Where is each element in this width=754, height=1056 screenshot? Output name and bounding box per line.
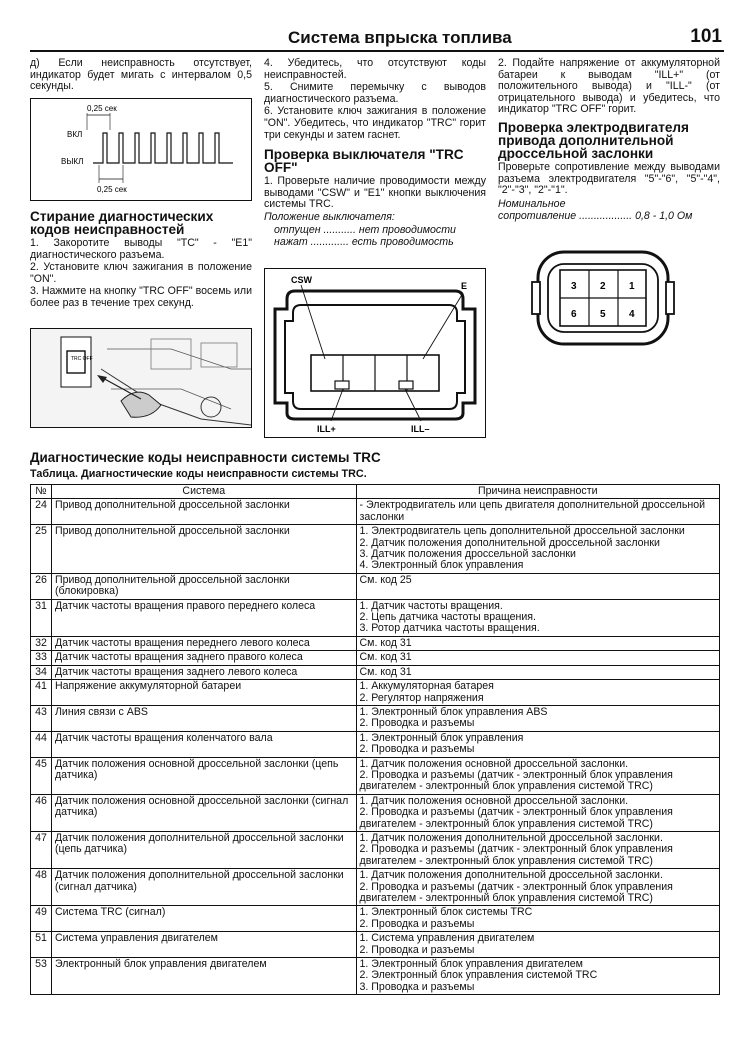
- cell-cause: [356, 665, 719, 679]
- cause-line: 1. Датчик частоты вращения.: [359, 599, 503, 612]
- switch-connector-drawing: [265, 269, 485, 437]
- cell-code: 43: [31, 705, 52, 731]
- table-body: [31, 499, 720, 995]
- table-row: [31, 499, 720, 525]
- cell-system: Датчик частоты вращения коленчатого вала: [51, 731, 356, 757]
- cell-code: 33: [31, 651, 52, 665]
- position-released: отпущен ........... нет проводимости: [274, 223, 456, 236]
- resistance-value: 0,8 - 1,0 Ом: [635, 210, 693, 223]
- erase-step-3: 3. Нажмите на кнопку "TRC OFF" восемь или более раз в течение трех секунд.: [30, 285, 252, 309]
- cell-cause: [356, 525, 719, 574]
- diagram-top-label: 0,25 сек: [87, 104, 117, 113]
- cause-line: 1. Датчик положения дополнительной дроссельной заслонки.: [359, 831, 663, 844]
- cause-line: 3. Датчик положения дроссельной заслонки: [359, 548, 576, 561]
- cause-line: 2. Проводка и разъемы (датчик - электронный блок управления двигателем - электронный блок управления системой TRC): [359, 880, 673, 904]
- table-header-row: [31, 485, 720, 499]
- header-num: №: [31, 485, 52, 499]
- cell-code: 46: [31, 794, 52, 831]
- cell-cause: [356, 932, 719, 958]
- cell-code: 49: [31, 906, 52, 932]
- cause-line: 3. Ротор датчика частоты вращения.: [359, 622, 540, 635]
- cell-system: Привод дополнительной дроссельной заслонки: [51, 499, 356, 525]
- cell-code: 47: [31, 831, 52, 868]
- cell-system: Напряжение аккумуляторной батареи: [51, 680, 356, 706]
- cell-system: Привод дополнительной дроссельной заслонки (блокировка): [51, 573, 356, 599]
- cell-code: 25: [31, 525, 52, 574]
- ill-minus-label: ILL–: [411, 424, 430, 434]
- cell-system: Датчик положения основной дроссельной заслонки (цепь датчика): [51, 757, 356, 794]
- cell-cause: [356, 499, 719, 525]
- cell-cause: [356, 573, 719, 599]
- cell-cause: [356, 757, 719, 794]
- table-caption: Таблица. Диагностические коды неисправности системы TRC.: [30, 468, 367, 480]
- dashboard-illustration: [31, 329, 251, 427]
- cell-system: Датчик частоты вращения переднего левого колеса: [51, 636, 356, 650]
- step-6: 6. Установите ключ зажигания в положение "ON". Убедитесь, что индикатор "TRC" горит три секунды и затем гаснет.: [264, 105, 486, 141]
- cell-code: 24: [31, 499, 52, 525]
- table-row: [31, 906, 720, 932]
- cause-line: 3. Проводка и разъемы: [359, 980, 475, 993]
- cause-line: 1. Датчик положения основной дроссельной заслонки.: [359, 757, 629, 770]
- pin-6: 6: [571, 309, 577, 320]
- cell-code: 32: [31, 636, 52, 650]
- cause-line: - Электродвигатель или цепь двигателя дополнительной дроссельной заслонки: [359, 499, 706, 523]
- table-row: [31, 757, 720, 794]
- trc-button-label: TRC OFF: [71, 356, 93, 362]
- csw-label: CSW: [291, 275, 312, 285]
- table-row: [31, 680, 720, 706]
- erase-step-1: 1. Закоротите выводы "TC" - "E1" диагностического разъема.: [30, 237, 252, 261]
- page-title: Система впрыска топлива: [288, 28, 512, 47]
- cell-system: Датчик частоты вращения правого переднего колеса: [51, 599, 356, 636]
- cell-system: Датчик частоты вращения заднего правого колеса: [51, 651, 356, 665]
- cause-line: 4. Электронный блок управления: [359, 559, 524, 572]
- cause-line: 1. Система управления двигателем: [359, 932, 535, 945]
- cause-line: 2. Проводка и разъемы: [359, 943, 475, 956]
- resistance-label: сопротивление: [498, 210, 577, 223]
- cell-cause: [356, 599, 719, 636]
- cause-line: 1. Электронный блок управления: [359, 731, 524, 744]
- diagram-on-label: ВКЛ: [67, 130, 83, 139]
- pin-1: 1: [629, 281, 635, 292]
- position-pressed: нажат ............. есть проводимость: [274, 236, 454, 249]
- page-number: 101: [690, 26, 722, 47]
- cell-system: Система управления двигателем: [51, 932, 356, 958]
- cause-line: См. код 31: [359, 651, 412, 664]
- header-system: Система: [51, 485, 356, 499]
- table-row: [31, 831, 720, 868]
- motor-heading: Проверка электродвигателя привода дополнительной дроссельной заслонки: [498, 119, 689, 161]
- cause-line: 2. Электронный блок управления системой TRC: [359, 969, 598, 982]
- step-4: 4. Убедитесь, что отсутствуют коды неисправностей.: [264, 57, 486, 81]
- cell-code: 26: [31, 573, 52, 599]
- paragraph-d: д) Если неисправность отсутствует, индикатор будет мигать с интервалом 0,5 секунды.: [30, 57, 252, 93]
- table-row: [31, 651, 720, 665]
- position-pressed-state: нажат: [274, 236, 308, 249]
- cell-code: 48: [31, 869, 52, 906]
- cell-cause: [356, 831, 719, 868]
- cell-system: Электронный блок управления двигателем: [51, 958, 356, 995]
- cause-line: 2. Проводка и разъемы: [359, 917, 475, 930]
- cause-line: 2. Проводка и разъемы (датчик - электронный блок управления двигателем - электронный блок управления системой TRC): [359, 806, 673, 830]
- table-row: [31, 869, 720, 906]
- cell-code: 41: [31, 680, 52, 706]
- table-row: [31, 958, 720, 995]
- cell-cause: [356, 731, 719, 757]
- resistance-line: сопротивление .................. 0,8 - 1,0 Ом: [498, 210, 693, 223]
- cell-code: 44: [31, 731, 52, 757]
- cell-cause: [356, 958, 719, 995]
- step-2-ill: 2. Подайте напряжение от аккумуляторной батареи к выводам "ILL+" (от положительного вывода) и "ILL-" (от отрицательного вывода) и убедитесь, что индикатор "TRC OFF" горит.: [498, 57, 720, 116]
- waveform-line: [93, 133, 233, 163]
- erase-heading: Стирание диагностических кодов неисправностей: [30, 209, 214, 237]
- cell-system: Датчик положения основной дроссельной заслонки (сигнал датчика): [51, 794, 356, 831]
- column-left: [30, 58, 252, 94]
- blink-diagram: [30, 98, 252, 201]
- positions-title: Положение выключателя:: [264, 210, 395, 223]
- pin-4: 4: [629, 309, 635, 320]
- diagram-bottom-label: 0,25 сек: [97, 185, 127, 194]
- cause-line: 1. Электродвигатель цепь дополнительной дроссельной заслонки: [359, 525, 685, 538]
- table-row: [31, 794, 720, 831]
- cause-line: 2. Датчик положения дополнительной дроссельной заслонки: [359, 536, 660, 549]
- table-row: [31, 636, 720, 650]
- dashboard-photo: [30, 328, 252, 428]
- trc-codes-table: [30, 484, 720, 995]
- step-5: 5. Снимите перемычку с выводов диагностического разъема.: [264, 81, 486, 105]
- cause-line: См. код 31: [359, 636, 412, 649]
- section-title: Диагностические коды неисправности системы TRC: [30, 450, 381, 465]
- cause-line: 1. Электронный блок системы TRC: [359, 906, 533, 919]
- cell-system: Привод дополнительной дроссельной заслонки: [51, 525, 356, 574]
- column-right: [498, 58, 720, 224]
- cell-code: 53: [31, 958, 52, 995]
- table-row: [31, 731, 720, 757]
- cell-cause: [356, 705, 719, 731]
- pin-5: 5: [600, 309, 606, 320]
- cause-line: 2. Проводка и разъемы: [359, 717, 475, 730]
- motor-connector-diagram: [528, 246, 678, 350]
- pin-3: 3: [571, 281, 577, 292]
- table-row: [31, 932, 720, 958]
- cell-code: 51: [31, 932, 52, 958]
- cause-line: 1. Датчик положения дополнительной дроссельной заслонки.: [359, 869, 663, 882]
- motor-text: Проверьте сопротивление между выводами разъема электродвигателя "5"-"6", "5"-"4", "2"-"3", "2"-"1".: [498, 160, 720, 197]
- table-row: [31, 705, 720, 731]
- cell-code: 34: [31, 665, 52, 679]
- motor-connector-drawing: [528, 246, 678, 350]
- cell-system: Датчик частоты вращения заднего левого колеса: [51, 665, 356, 679]
- position-released-result: нет проводимости: [358, 223, 456, 236]
- trc-switch-heading: Проверка выключателя "TRC OFF": [264, 147, 464, 176]
- cell-code: 31: [31, 599, 52, 636]
- cause-line: См. код 31: [359, 665, 412, 678]
- ill-plus-label: ILL+: [317, 424, 336, 434]
- column-middle: [264, 58, 486, 250]
- cause-line: 1. Электронный блок управления двигателем: [359, 958, 583, 971]
- cell-cause: [356, 906, 719, 932]
- cell-cause: [356, 794, 719, 831]
- cell-cause: [356, 636, 719, 650]
- cell-system: Линия связи с ABS: [51, 705, 356, 731]
- diagram-off-label: ВЫКЛ: [61, 157, 84, 166]
- erase-step-2: 2. Установите ключ зажигания в положение "ON".: [30, 261, 252, 285]
- cell-code: 45: [31, 757, 52, 794]
- nominal-label: Номинальное: [498, 197, 566, 210]
- e-label: E: [461, 281, 468, 291]
- position-released-state: отпущен: [274, 223, 321, 236]
- trc-switch-text: 1. Проверьте наличие проводимости между выводами "CSW" и "E1" кнопки выключения системы TRC.: [264, 175, 486, 211]
- cell-cause: [356, 651, 719, 665]
- cause-line: 1. Электронный блок управления ABS: [359, 705, 548, 718]
- table-row: [31, 573, 720, 599]
- blink-waveform: [31, 99, 251, 200]
- cause-line: 1. Аккумуляторная батарея: [359, 680, 494, 693]
- pin-2: 2: [600, 281, 606, 292]
- switch-connector-diagram: [264, 268, 486, 438]
- table-row: [31, 665, 720, 679]
- cell-system: Система TRC (сигнал): [51, 906, 356, 932]
- cause-line: 2. Цепь датчика частоты вращения.: [359, 611, 536, 624]
- cell-system: Датчик положения дополнительной дроссельной заслонки (сигнал датчика): [51, 869, 356, 906]
- cause-line: 2. Проводка и разъемы: [359, 743, 475, 756]
- erase-section: [30, 206, 252, 311]
- cell-system: Датчик положения дополнительной дроссельной заслонки (цепь датчика): [51, 831, 356, 868]
- cause-line: 1. Датчик положения основной дроссельной заслонки.: [359, 794, 629, 807]
- cell-cause: [356, 869, 719, 906]
- table-row: [31, 525, 720, 574]
- cause-line: 2. Проводка и разъемы (датчик - электронный блок управления двигателем - электронный блок управления системой TRC): [359, 843, 673, 867]
- cell-cause: [356, 680, 719, 706]
- position-pressed-result: есть проводимость: [351, 236, 454, 249]
- table-row: [31, 599, 720, 636]
- page-header: [30, 28, 724, 52]
- cause-line: См. код 25: [359, 573, 412, 586]
- cause-line: 2. Проводка и разъемы (датчик - электронный блок управления двигателем - электронный блок управления системой TRC): [359, 768, 673, 793]
- cause-line: 2. Регулятор напряжения: [359, 691, 484, 704]
- header-cause: Причина неисправности: [356, 485, 719, 499]
